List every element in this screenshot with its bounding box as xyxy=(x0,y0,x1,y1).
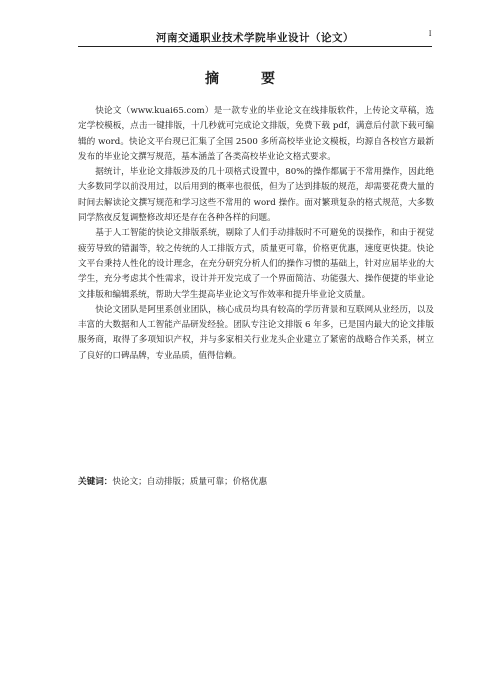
header-divider xyxy=(78,46,432,47)
abstract-paragraph: 基于人工智能的快论文排版系统，剔除了人们手动排版时不可避免的误操作，和由于视觉疲劳导致的错漏等，较之传统的人工排版方式，质量更可靠，价格更优惠，速度更快捷。快论文平台秉持人性化的设计理念，在充分研究分析人们的操作习惯的基础上，针对应届毕业的大学生，充分考虑其个性需求，设计并开发完成了一个界面简洁、功能强大、操作便捷的毕业论文排版和编辑系统，帮助大学生提高毕业论文写作效率和提升毕业论文质量。 xyxy=(78,228,434,300)
abstract-paragraph: 快论文团队是阿里系创业团队，核心成员均具有较高的学历背景和互联网从业经历，以及丰富的大数据和人工智能产品研发经验。团队专注论文排版 6 年多，已是国内最大的论文排版服务商，取得了多项知识产权，并与多家相关行业龙头企业建立了紧密的战略合作关系，树立了良好的口碑品牌，专业品质，值得信赖。 xyxy=(78,304,434,361)
abstract-title: 摘 要 xyxy=(205,71,289,87)
abstract-body xyxy=(78,104,434,364)
page-header xyxy=(78,30,432,46)
header-title: 河南交通职业技术学院毕业设计（论文） xyxy=(156,32,354,44)
abstract-paragraph: 快论文（www.kuai65.com）是一款专业的毕业论文在线排版软件，上传论文草稿，选定学校模板，点击一键排版，十几秒就可完成论文排版，免费下载 pdf，满意后付款下载可编辑的 word。快论文平台现已汇集了全国 2500 多所高校毕业论文模板，均源自各校官方最新发布的毕业论文撰写规范，基本涵盖了各类高校毕业论文格式要求。 xyxy=(78,106,434,162)
page-number: I xyxy=(428,30,432,38)
abstract-paragraph: 据统计，毕业论文排版涉及的几十项格式设置中，80%的操作都属于不常用操作，因此绝大多数同学以前没用过，以后用到的概率也很低，但为了达到排版的规范，却需要花费大量的时间去解读论文撰写规范和学习这些不常用的 word 操作。面对繁琐复杂的格式规范，大多数同学熬夜反复调整修改却还是存在各种各样的问题。 xyxy=(78,167,434,224)
keywords-label: 关键词： xyxy=(78,477,113,487)
keywords-value: 快论文；自动排版；质量可靠；价格优惠 xyxy=(112,477,268,487)
keywords-line xyxy=(78,475,434,490)
